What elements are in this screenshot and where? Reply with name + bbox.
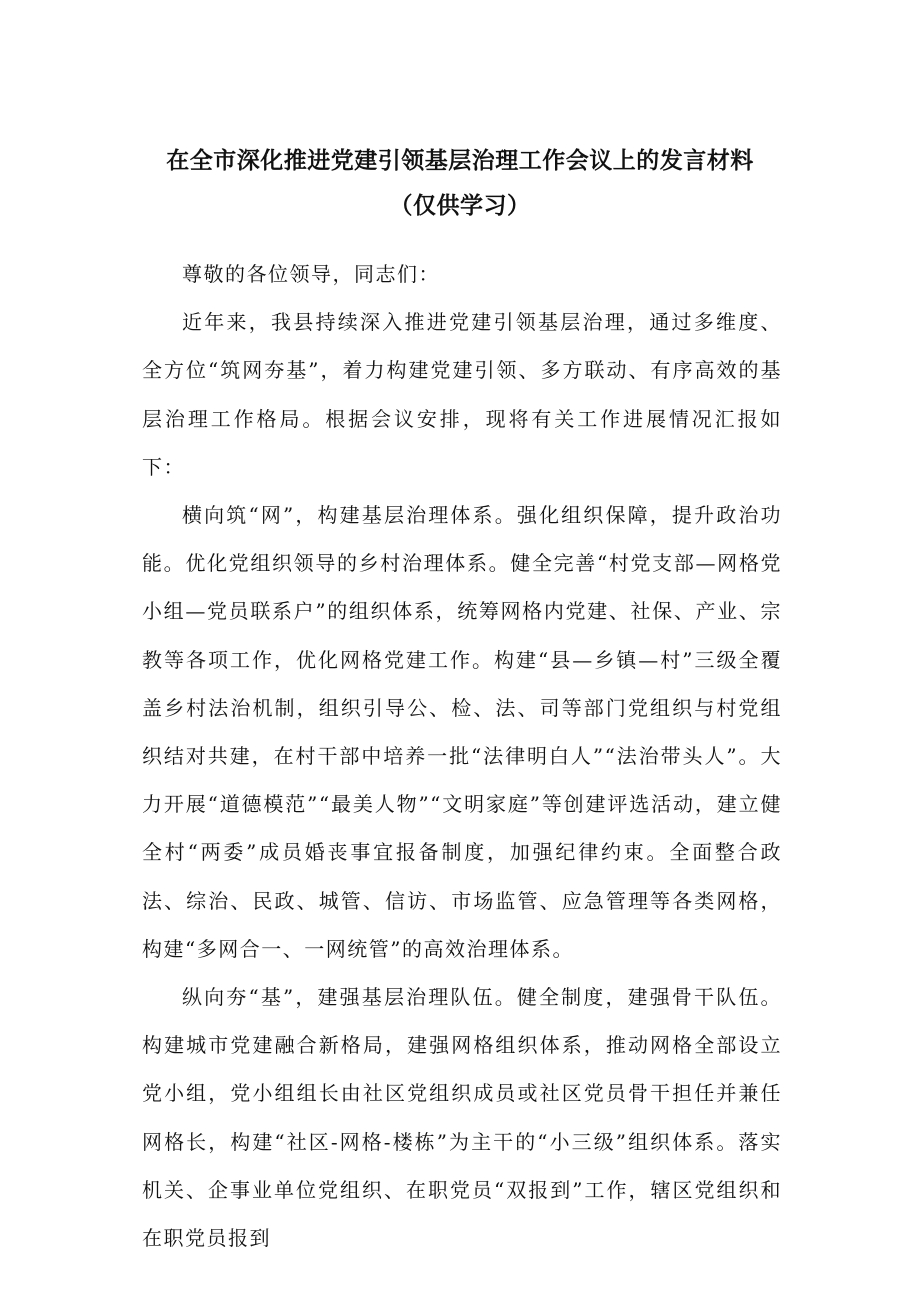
paragraph-horizontal-network: 横向筑“网”，构建基层治理体系。强化组织保障，提升政治功能。优化党组织领导的乡村治理体系。健全完善“村党支部—网格党小组—党员联系户”的组织体系，统筹网格内党建、社保、产业、宗教等各项工作，优化网格党建工作。构建“县—乡镇—村”三级全覆盖乡村法治机制，组织引导公、检、法、司等部门党组织与村党组织结对共建，在村干部中培养一批“法律明白人”“法治带头人”。大力开展“道德模范”“最美人物”“文明家庭”等创建评选活动，建立健全村“两委”成员婚丧事宜报备制度，加强纪律约束。全面整合政法、综治、民政、城管、信访、市场监管、应急管理等各类网格，构建“多网合一、一网统管”的高效治理体系。 — [142, 503, 782, 961]
paragraph-intro: 近年来，我县持续深入推进党建引领基层治理，通过多维度、全方位“筑网夯基”，着力构建党建引领、多方联动、有序高效的基层治理工作格局。根据会议安排，现将有关工作进展情况汇报如下： — [142, 310, 782, 479]
salutation: 尊敬的各位领导，同志们： — [182, 262, 440, 286]
document-body — [142, 250, 782, 1262]
paragraph-vertical-foundation: 纵向夯“基”，建强基层治理队伍。健全制度，建强骨干队伍。构建城市党建融合新格局，建强网格组织体系，推动网格全部设立党小组，党小组组长由社区党组织成员或社区党员骨干担任并兼任网格长，构建“社区-网格-楼栋”为主干的“小三级”组织体系。落实机关、企事业单位党组织、在职党员“双报到”工作，辖区党组织和在职党员报到 — [142, 985, 782, 1251]
document-subtitle: （仅供学习） — [389, 193, 531, 219]
document-title: 在全市深化推进党建引领基层治理工作会议上的发言材料 — [166, 148, 754, 174]
